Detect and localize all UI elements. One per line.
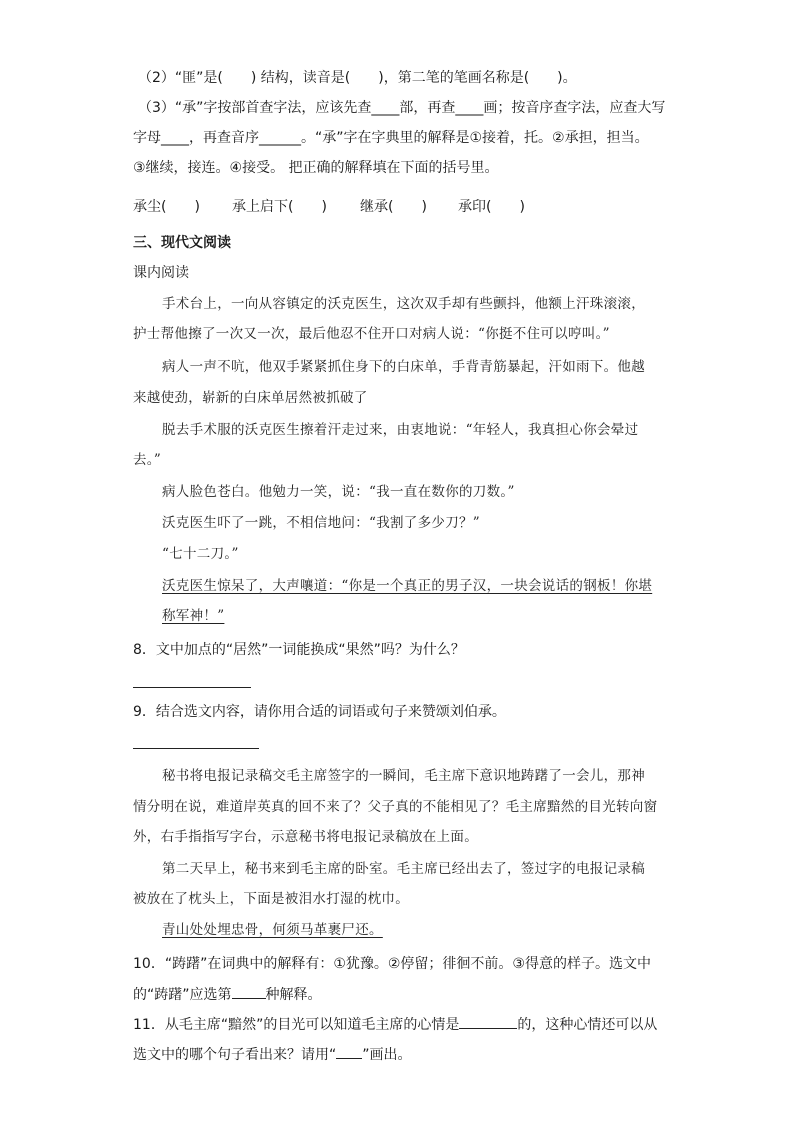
passage-line: 病人一声不吭，他双手紧紧抓住身下的白床单，手背青筋暴起，汗如雨下。他越 xyxy=(162,359,645,375)
fill-item-jicheng: 继承( ) xyxy=(360,199,427,215)
passage-line: 病人脸色苍白。他勉力一笑，说：“我一直在数你的刀数。” xyxy=(162,484,515,500)
question-part-3-line-3: ③继续，接连。④接受。 把正确的解释填在下面的括号里。 xyxy=(133,160,499,176)
fill-item-chengyin: 承印( ) xyxy=(458,199,525,215)
blank-q11[interactable] xyxy=(459,1014,517,1029)
passage-line: 来越使劲，崭新的白床单居然被抓破了 xyxy=(133,390,368,406)
passage-line: 沃克医生吓了一跳，不相信地问：“我割了多少刀？” xyxy=(162,515,481,531)
question-11-text-b: 的，这种心情还可以从 xyxy=(517,1017,658,1033)
fill-item-chengchen: 承尘( ) xyxy=(133,199,200,215)
passage-line-underlined: 称军神！” xyxy=(162,608,225,624)
passage-line: 手术台上，一向从容镇定的沃克医生，这次双手却有些颤抖，他额上汗珠滚滚， xyxy=(162,296,645,312)
answer-line-q9[interactable] xyxy=(133,748,259,749)
passage-line: 去。” xyxy=(133,452,162,468)
question-part-3-line-2: 字母____，再查音序______。“承”字在字典里的解释是①接着，托。②承担，担当。 xyxy=(133,130,649,146)
question-10-text-b: 种解释。 xyxy=(265,987,322,1003)
question-10-line-2 xyxy=(133,984,322,1005)
question-part-3-line-1: （3）“承”字按部首查字法，应该先查____部，再查____画；按音序查字法，应查大写 xyxy=(138,100,666,116)
passage-line: 情分明在说，难道岸英真的回不来了？父子真的不能相见了？毛主席黯然的目光转向窗 xyxy=(133,799,658,815)
fill-item-chengshangqixia: 承上启下( ) xyxy=(232,199,327,215)
answer-line-q8[interactable] xyxy=(133,687,251,688)
passage-line: “七十二刀。” xyxy=(162,546,239,562)
question-part-2: （2）“匪”是( ) 结构，读音是( )，第二笔的笔画名称是( )。 xyxy=(138,70,577,86)
question-10-line-1: 10．“踌躇”在词典中的解释有：①犹豫。②停留；徘徊不前。③得意的样子。选文中 xyxy=(133,956,651,972)
question-11-line-2 xyxy=(133,1044,412,1065)
passage-line: 脱去手术服的沃克医生擦着汗走过来，由衷地说：“年轻人，我真担心你会晕过 xyxy=(162,422,639,438)
question-11-text-a: 11．从毛主席“黯然”的目光可以知道毛主席的心情是 xyxy=(133,1017,460,1033)
passage-line: 护士帮他擦了一次又一次，最后他忍不住开口对病人说：“你挺不住可以哼叫。” xyxy=(133,326,610,342)
passage-line: 外，右手指指写字台，示意秘书将电报记录稿放在上面。 xyxy=(133,829,478,845)
blank-q10[interactable] xyxy=(232,984,266,999)
question-11-text-c: 选文中的哪个句子看出来？请用“ xyxy=(133,1047,337,1063)
question-10-text-a: 的“踌躇”应选第 xyxy=(133,987,232,1003)
underline-sample xyxy=(336,1044,362,1059)
question-11-text-d: ”画出。 xyxy=(362,1047,412,1063)
question-8: 8．文中加点的“居然”一词能换成“果然”吗？为什么？ xyxy=(133,642,465,658)
question-9: 9．结合选文内容，请你用合适的词语或句子来赞颂刘伯承。 xyxy=(133,704,506,720)
passage-line-underlined: 沃克医生惊呆了，大声嚷道：“你是一个真正的男子汉，一块会说话的钢板！你堪 xyxy=(162,578,653,594)
question-11-line-1 xyxy=(133,1014,657,1035)
section-title: 三、现代文阅读 xyxy=(133,235,231,251)
passage-line: 被放在了枕头上，下面是被泪水打湿的枕巾。 xyxy=(133,891,409,907)
subsection-title: 课内阅读 xyxy=(133,265,189,281)
passage-line: 秘书将电报记录稿交毛主席签字的一瞬间，毛主席下意识地踌躇了一会儿，那神 xyxy=(162,768,645,784)
passage-line-underlined: 青山处处埋忠骨，何须马革裹尸还。 xyxy=(162,922,383,938)
passage-line: 第二天早上，秘书来到毛主席的卧室。毛主席已经出去了，签过字的电报记录稿 xyxy=(162,861,645,877)
